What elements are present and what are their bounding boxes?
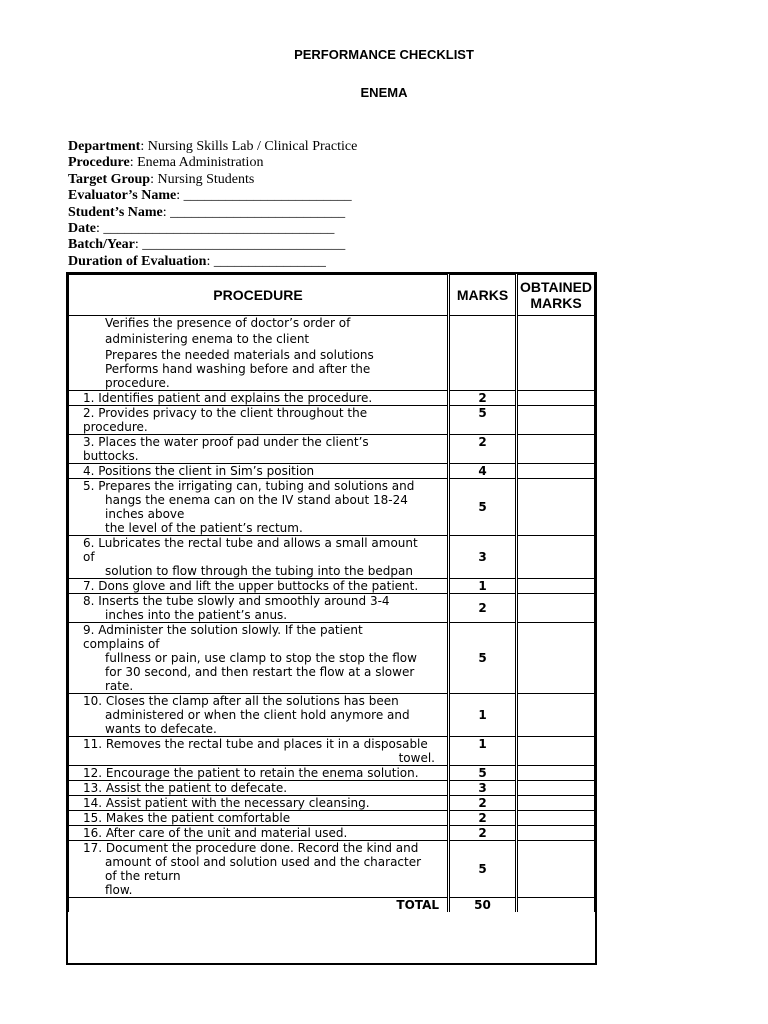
procedure-cell (69, 579, 449, 594)
header-obtained-marks: OBTAINED MARKS (517, 275, 595, 316)
procedure-cell (69, 694, 449, 737)
checklist-table (66, 272, 597, 965)
marks-cell: 2 (449, 796, 517, 811)
procedure-line: 2. Provides privacy to the client throughout the (83, 406, 368, 420)
info-block (68, 139, 357, 270)
procedure-line: 14. Assist patient with the necessary cleansing. (83, 796, 370, 810)
total-label: TOTAL (69, 898, 449, 913)
obtained-marks-cell[interactable] (517, 811, 595, 826)
procedure-line: flow. (105, 883, 133, 897)
info-student-name: Student’s Name: _________________________ (68, 204, 346, 220)
procedure-line: rate. (105, 679, 134, 693)
procedure-cell (69, 841, 449, 898)
page-title: PERFORMANCE CHECKLIST (294, 47, 474, 62)
procedure-line: 17. Document the procedure done. Record the kind and (83, 841, 419, 855)
marks-cell: 2 (449, 435, 517, 464)
obtained-marks-cell[interactable] (517, 694, 595, 737)
page-subtitle: ENEMA (360, 85, 408, 100)
procedure-cell (69, 737, 449, 766)
procedure-line: 6. Lubricates the rectal tube and allows a small amount (83, 536, 418, 550)
table-row (69, 579, 595, 594)
procedure-line: 7. Dons glove and lift the upper buttocks of the patient. (83, 579, 419, 593)
table-row (69, 406, 595, 435)
procedure-line: 3. Places the water proof pad under the client’s (83, 435, 369, 449)
table-row (69, 811, 595, 826)
procedure-line: of the return (105, 869, 181, 883)
marks-cell: 1 (449, 694, 517, 737)
procedure-line: administered or when the client hold anymore and (105, 708, 410, 722)
table-row (69, 594, 595, 623)
procedure-line: 10. Closes the clamp after all the solutions has been (83, 694, 399, 708)
table-row (69, 623, 595, 694)
procedure-cell (69, 826, 449, 841)
procedure-line: Prepares the needed materials and solutions (105, 348, 374, 362)
procedure-line: procedure. (105, 376, 170, 390)
procedure-line: 4. Positions the client in Sim’s position (83, 464, 315, 478)
obtained-marks-cell[interactable] (517, 391, 595, 406)
obtained-marks-cell[interactable] (517, 479, 595, 536)
obtained-marks-cell[interactable] (517, 737, 595, 766)
procedure-line: procedure. (83, 420, 148, 434)
table-row (69, 536, 595, 579)
marks-cell: 2 (449, 391, 517, 406)
procedure-cell (69, 391, 449, 406)
procedure-cell (69, 464, 449, 479)
procedure-line: Verifies the presence of doctor’s order of (105, 316, 351, 330)
marks-cell: 5 (449, 766, 517, 781)
marks-cell: 3 (449, 781, 517, 796)
info-procedure: Procedure: Enema Administration (68, 155, 264, 171)
procedure-line: solution to flow through the tubing into the bedpan (105, 564, 413, 578)
marks-cell: 2 (449, 811, 517, 826)
procedure-line: the level of the patient’s rectum. (105, 521, 303, 535)
table-row (69, 479, 595, 536)
procedure-line: 12. Encourage the patient to retain the enema solution. (83, 766, 419, 780)
procedure-line: 5. Prepares the irrigating can, tubing and solutions and (83, 479, 415, 493)
procedure-cell (69, 766, 449, 781)
procedure-line: hangs the enema can on the IV stand about 18-24 (105, 493, 408, 507)
header-marks: MARKS (449, 275, 517, 316)
procedure-cell (69, 623, 449, 694)
marks-cell: 4 (449, 464, 517, 479)
procedure-line: Performs hand washing before and after the (105, 362, 371, 376)
procedure-line: administering enema to the client (105, 332, 310, 346)
obtained-marks-cell[interactable] (517, 579, 595, 594)
procedure-cell (69, 316, 449, 391)
info-evaluator-name: Evaluator’s Name: ________________________ (68, 188, 352, 204)
marks-cell (449, 316, 517, 391)
procedure-cell (69, 536, 449, 579)
total-row (69, 898, 595, 913)
marks-cell: 5 (449, 406, 517, 435)
obtained-marks-cell[interactable] (517, 781, 595, 796)
procedure-cell (69, 796, 449, 811)
procedure-cell (69, 406, 449, 435)
marks-cell: 2 (449, 826, 517, 841)
table-row (69, 781, 595, 796)
procedure-line: fullness or pain, use clamp to stop the stop the flow (105, 651, 417, 665)
procedure-line: 9. Administer the solution slowly. If the patient (83, 623, 363, 637)
obtained-marks-cell[interactable] (517, 464, 595, 479)
info-date: Date: _________________________________ (68, 221, 335, 237)
marks-cell: 5 (449, 623, 517, 694)
header-procedure: PROCEDURE (69, 275, 449, 316)
obtained-marks-cell[interactable] (517, 435, 595, 464)
procedure-line: inches into the patient’s anus. (105, 608, 288, 622)
table-row (69, 737, 595, 766)
info-department: Department: Nursing Skills Lab / Clinical Practice (68, 139, 358, 154)
marks-cell: 3 (449, 536, 517, 579)
procedure-cell (69, 594, 449, 623)
procedure-cell (69, 479, 449, 536)
table-row (69, 841, 595, 898)
total-marks: 50 (449, 898, 517, 913)
procedure-line: buttocks. (83, 449, 139, 463)
table-row (69, 435, 595, 464)
procedure-line: towel. (398, 751, 435, 765)
procedure-line: 11. Removes the rectal tube and places it in a disposable (83, 737, 428, 751)
table-row (69, 694, 595, 737)
obtained-marks-cell[interactable] (517, 316, 595, 391)
table-row (69, 796, 595, 811)
procedure-line: 8. Inserts the tube slowly and smoothly around 3-4 (83, 594, 390, 608)
marks-cell: 2 (449, 594, 517, 623)
table-row (69, 464, 595, 479)
obtained-marks-cell[interactable] (517, 406, 595, 435)
marks-cell: 1 (449, 579, 517, 594)
table-row (69, 766, 595, 781)
procedure-cell (69, 435, 449, 464)
obtained-marks-cell[interactable] (517, 623, 595, 694)
procedure-cell (69, 781, 449, 796)
marks-cell: 1 (449, 737, 517, 766)
procedure-line: wants to defecate. (105, 722, 217, 736)
procedure-line: 15. Makes the patient comfortable (83, 811, 291, 825)
obtained-marks-cell[interactable] (517, 766, 595, 781)
table-row (69, 391, 595, 406)
marks-cell: 5 (449, 841, 517, 898)
procedure-line: for 30 second, and then restart the flow at a slower (105, 665, 415, 679)
procedure-line: 1. Identifies patient and explains the procedure. (83, 391, 373, 405)
table-row (69, 826, 595, 841)
obtained-marks-cell[interactable] (517, 796, 595, 811)
procedure-cell (69, 811, 449, 826)
procedure-line: of (83, 550, 95, 564)
obtained-marks-cell[interactable] (517, 841, 595, 898)
procedure-line: amount of stool and solution used and the character (105, 855, 422, 869)
obtained-marks-cell[interactable] (517, 594, 595, 623)
obtained-marks-cell[interactable] (517, 826, 595, 841)
table-row (69, 316, 595, 391)
procedure-line: inches above (105, 507, 185, 521)
info-batch-year: Batch/Year: _____________________________ (68, 237, 346, 253)
procedure-line: 16. After care of the unit and material used. (83, 826, 348, 840)
procedure-line: complains of (83, 637, 160, 651)
marks-cell: 5 (449, 479, 517, 536)
obtained-marks-cell[interactable] (517, 536, 595, 579)
procedure-line: 13. Assist the patient to defecate. (83, 781, 288, 795)
info-target-group: Target Group: Nursing Students (68, 171, 255, 187)
info-duration: Duration of Evaluation: ________________ (68, 253, 326, 269)
total-obtained-cell[interactable] (517, 898, 595, 913)
